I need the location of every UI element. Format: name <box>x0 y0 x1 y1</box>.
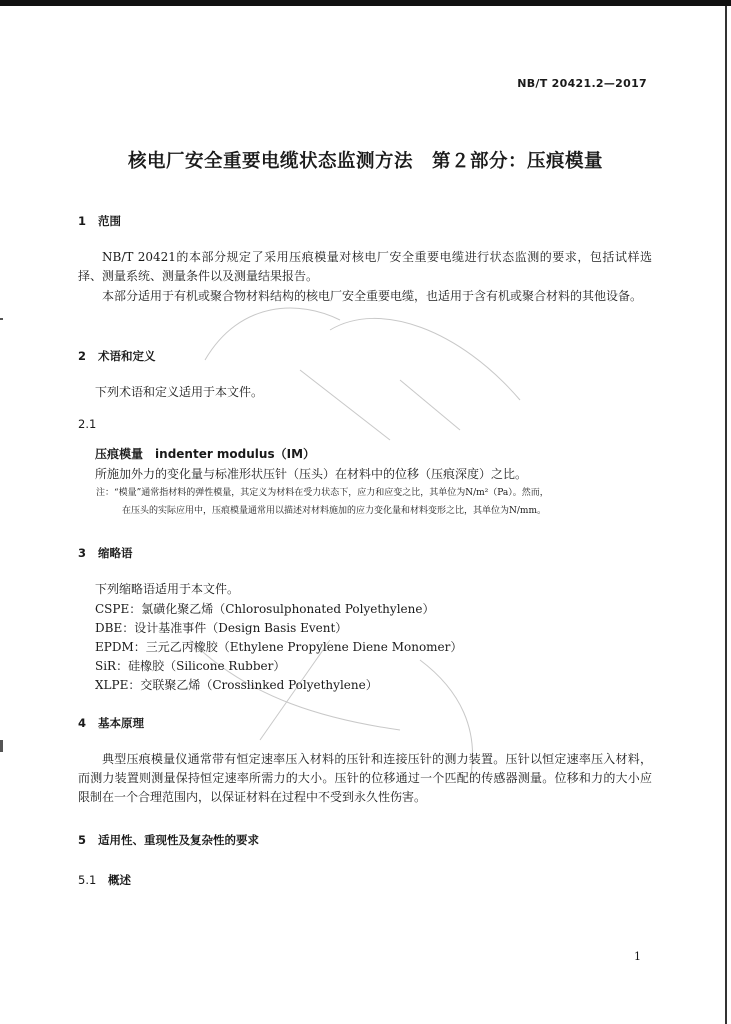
watermark-stroke <box>400 380 460 430</box>
standard-code: NB/T 20421.2—2017 <box>517 77 647 90</box>
paragraph: 下列术语和定义适用于本文件。 <box>95 385 264 399</box>
abbreviation-item: DBE：设计基准事件（Design Basis Event） <box>95 621 348 635</box>
section-5-heading <box>78 832 259 848</box>
paragraph: 典型压痕模量仪通常带有恒定速率压入材料的压针和连接压针的测力装置。压针以恒定速率压入材料，而测力装置则测量保持恒定速率所需力的大小。压针的位移通过一个匹配的传感器测量。位移和力的大小应限制在一个合理范围内，以保证材料在过程中不受到永久性伤害。 <box>78 752 652 804</box>
section-4-heading <box>78 715 144 731</box>
note-line: 在压头的实际应用中，压痕模量通常用以描述对材料施加的应力变化量和材料变形之比，其单位为N/mm。 <box>122 506 546 516</box>
section-number: 5.1 <box>78 873 97 887</box>
section-title: 基本原理 <box>98 716 144 730</box>
paragraph: NB/T 20421的本部分规定了采用压痕模量对核电厂安全重要电缆进行状态监测的要求，包括试样选择、测量系统、测量条件以及测量结果报告。 <box>78 250 652 283</box>
section-number: 1 <box>78 214 87 228</box>
term-english: indenter modulus（IM） <box>155 447 316 461</box>
section-1-heading <box>78 213 121 229</box>
term-chinese: 压痕模量 <box>95 447 144 461</box>
term-entry <box>95 445 315 462</box>
section-2-heading <box>78 348 156 364</box>
section-title: 概述 <box>108 873 131 887</box>
watermark-stroke <box>300 370 390 440</box>
section-number: 5 <box>78 833 87 847</box>
clause-2-1-number: 2.1 <box>78 417 97 431</box>
document-title: 核电厂安全重要电缆状态监测方法 第２部分：压痕模量 <box>127 151 603 172</box>
section-number: 2 <box>78 349 87 363</box>
section-title: 范围 <box>98 214 121 228</box>
section-number: 4 <box>78 716 87 730</box>
abbreviation-item: XLPE：交联聚乙烯（Crosslinked Polyethylene） <box>95 678 378 692</box>
paragraph: 本部分适用于有机或聚合物材料结构的核电厂安全重要电缆，也适用于含有机或聚合材料的其他设备。 <box>102 289 643 303</box>
clause-5-1-heading <box>78 872 131 888</box>
watermark-stroke <box>205 308 340 360</box>
section-title: 缩略语 <box>98 546 133 560</box>
abbreviation-item: SiR：硅橡胶（Silicone Rubber） <box>95 659 286 673</box>
note-line: 注：“模量”通常指材料的弹性模量，其定义为材料在受力状态下，应力和应变之比，其单位为N/m²（Pa）。然而， <box>96 488 549 498</box>
paragraph: 下列缩略语适用于本文件。 <box>95 582 240 596</box>
abbreviation-item: CSPE：氯磺化聚乙烯（Chlorosulphonated Polyethylene） <box>95 602 435 616</box>
section-title: 术语和定义 <box>98 349 156 363</box>
watermark-stroke <box>330 318 520 400</box>
page-number: 1 <box>634 950 641 963</box>
section-3-heading <box>78 545 133 561</box>
section-title: 适用性、重现性及复杂性的要求 <box>98 833 259 847</box>
section-number: 3 <box>78 546 87 560</box>
abbreviation-item: EPDM：三元乙丙橡胶（Ethylene Propylene Diene Monomer） <box>95 640 463 654</box>
term-definition: 所施加外力的变化量与标准形状压针（压头）在材料中的位移（压痕深度）之比。 <box>95 467 528 481</box>
